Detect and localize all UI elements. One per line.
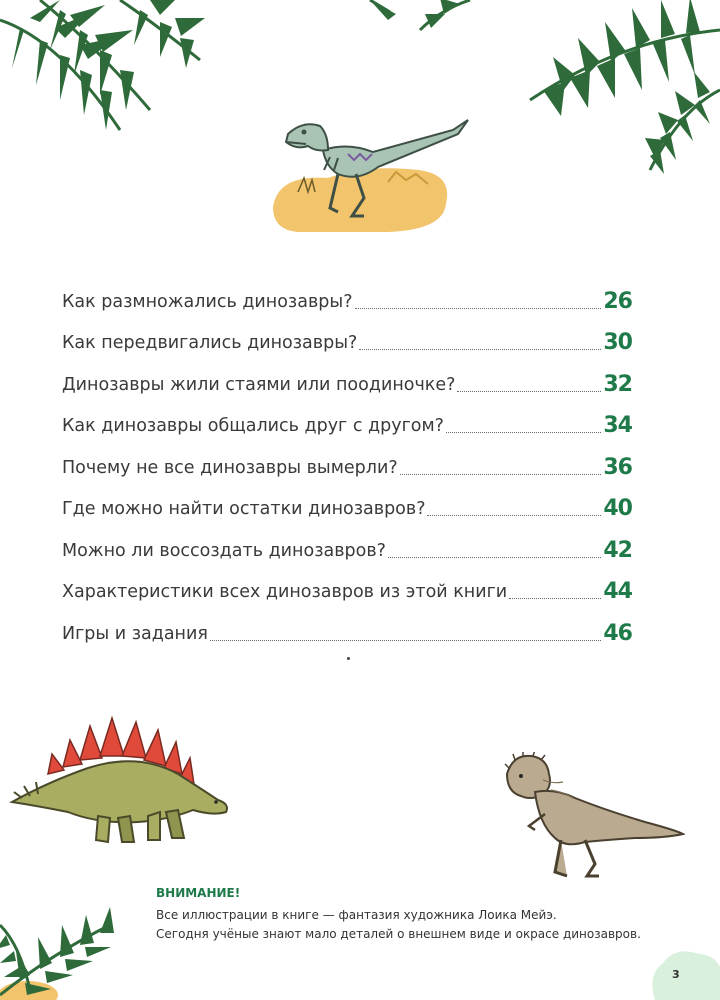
toc-leader-dots bbox=[400, 473, 602, 475]
toc-item[interactable] bbox=[62, 521, 632, 563]
page-badge bbox=[645, 945, 720, 1000]
toc-item[interactable] bbox=[62, 604, 632, 646]
toc-leader-dots bbox=[457, 390, 601, 392]
toc-item-page: 34 bbox=[603, 413, 632, 438]
toc-item-title: Как размножались динозавры? bbox=[62, 291, 353, 312]
toc-leader-dots bbox=[427, 514, 601, 516]
note-line-2: Сегодня учёные знают мало деталей о внешнем виде и окрасе динозавров. bbox=[156, 927, 641, 941]
toc-item-title: Можно ли воссоздать динозавров? bbox=[62, 540, 386, 561]
toc-item-title: Как динозавры общались друг с другом? bbox=[62, 416, 444, 436]
note-line-1: Все иллюстрации в книге — фантазия художника Лоика Мейэ. bbox=[156, 908, 557, 922]
attention-note bbox=[156, 886, 676, 944]
velociraptor-icon bbox=[268, 112, 478, 237]
table-of-contents bbox=[62, 272, 632, 646]
palm-leaf-icon bbox=[0, 0, 210, 150]
toc-item[interactable] bbox=[62, 272, 632, 314]
toc-item-page: 40 bbox=[603, 496, 632, 521]
toc-item[interactable] bbox=[62, 355, 632, 397]
toc-leader-dots bbox=[446, 431, 601, 433]
toc-leader-dots bbox=[210, 639, 601, 641]
toc-leader-dots bbox=[388, 556, 601, 558]
toc-leader-dots bbox=[359, 348, 601, 350]
toc-leader-dots bbox=[355, 307, 602, 309]
toc-item-page: 44 bbox=[603, 579, 632, 604]
toc-item-page: 46 bbox=[603, 620, 632, 646]
toc-item-page: 42 bbox=[603, 537, 632, 563]
toc-item-page: 32 bbox=[603, 371, 632, 397]
toc-item-title: Где можно найти остатки динозавров? bbox=[62, 499, 426, 519]
stegosaurus-icon bbox=[8, 712, 233, 852]
palm-leaf-icon bbox=[0, 895, 130, 1000]
toc-item[interactable] bbox=[62, 397, 632, 439]
toc-item-title: Игры и задания bbox=[62, 623, 208, 644]
toc-item-title: Как передвигались динозавры? bbox=[62, 333, 358, 353]
toc-item-page: 30 bbox=[603, 330, 632, 355]
toc-leader-dots bbox=[509, 597, 601, 599]
page-number: 3 bbox=[672, 968, 680, 981]
toc-item-page: 26 bbox=[603, 288, 632, 314]
pachycephalosaurus-icon bbox=[495, 752, 685, 882]
toc-item[interactable] bbox=[62, 563, 632, 605]
toc-item[interactable] bbox=[62, 438, 632, 480]
decorative-dot bbox=[347, 657, 350, 660]
toc-item[interactable] bbox=[62, 480, 632, 522]
toc-item[interactable] bbox=[62, 314, 632, 356]
toc-item-title: Динозавры жили стаями или поодиночке? bbox=[62, 374, 456, 395]
toc-item-title: Почему не все динозавры вымерли? bbox=[62, 457, 398, 478]
toc-item-page: 36 bbox=[603, 454, 632, 480]
toc-item-title: Характеристики всех динозавров из этой книги bbox=[62, 582, 508, 602]
note-title: ВНИМАНИЕ! bbox=[156, 886, 241, 900]
